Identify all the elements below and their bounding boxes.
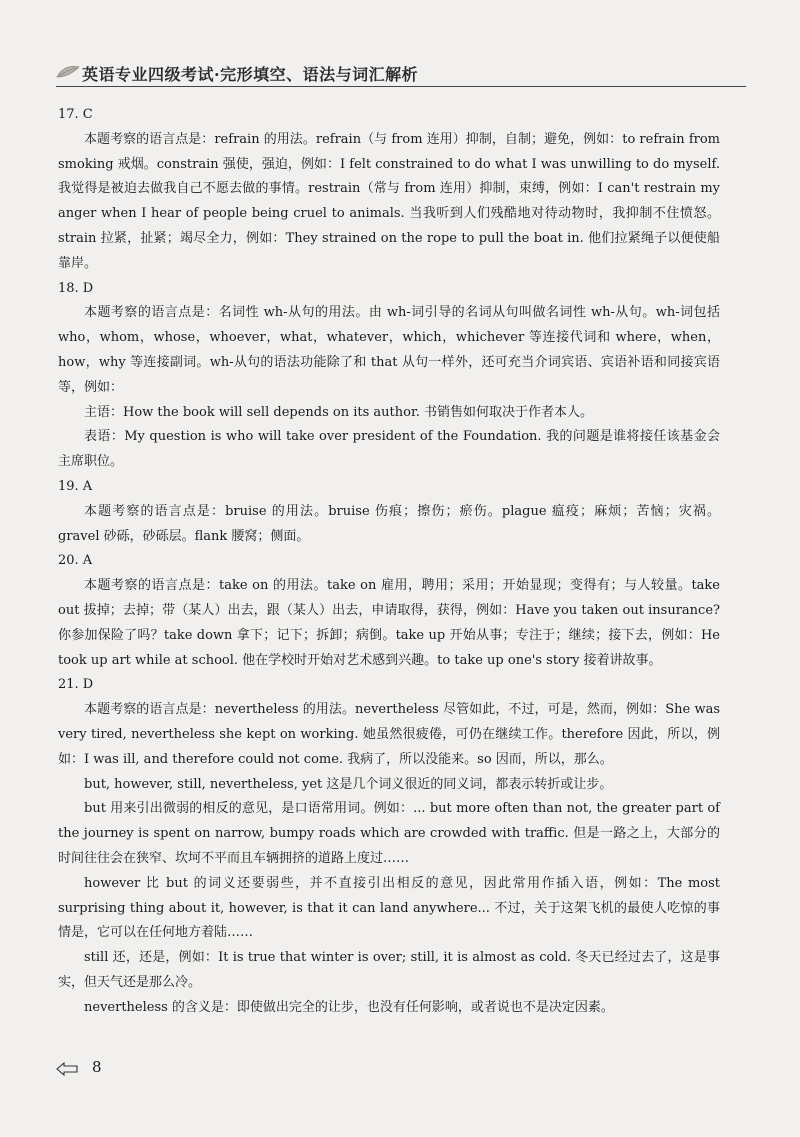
header-rule — [56, 86, 746, 87]
explanation-paragraph: 本题考察的语言点是：nevertheless 的用法。nevertheless 尽管如此，不过，可是，然而，例如：She was very tired, nevertheless she kept on working. 她虽然很疲倦，可仍在继续工作。therefore 因此，所以，例如：I was ill, and therefore could not come. 我病了，所以没能来。so 因而，所以，那么。 — [58, 702, 720, 767]
page-footer — [56, 1058, 256, 1082]
answer-section — [58, 103, 720, 277]
answer-number: 21. D — [58, 677, 94, 693]
explanation-paragraph: 本题考察的语言点是：bruise 的用法。bruise 伤痕；擦伤；瘀伤。plague 瘟疫；麻烦；苦恼；灾祸。gravel 砂砾，砂砾层。flank 腰窝；侧面。 — [58, 503, 720, 544]
explanation-paragraph: still 还，还是，例如：It is true that winter is over; still, it is almost as cold. 冬天已经过去了，这是事实，但天气还是那么冷。 — [58, 950, 720, 990]
header-title: 英语专业四级考试·完形填空、语法与词汇解析 — [82, 65, 419, 84]
explanation-paragraph: 本题考察的语言点是：名词性 wh-从句的用法。由 wh-词引导的名词从句叫做名词性 wh-从句。wh-词包括 who，whom，whose，whoever，what，whatever，which，whichever 等连接代词和 where，when，how，why 等连接副词。wh-从句的语法功能除了和 that 从句一样外，还可充当介词宾语、宾语补语和同接宾语等，例如： — [58, 305, 720, 395]
explanation-paragraph: 本题考察的语言点是：take on 的用法。take on 雇用，聘用；采用；开始显现；变得有；与人较量。take out 拔掉；去掉；带（某人）出去，跟（某人）出去，申请取得，获得，例如：Have you taken out insurance? 你参加保险了吗？take down 拿下；记下；拆卸；病倒。take up 开始从事；专注于；继续；接下去，例如：He took up art while at school. 他在学校时开始对艺术感到兴趣。to take up one's story 接着讲故事。 — [58, 578, 720, 668]
answer-section — [58, 475, 720, 549]
leaf-ornament-icon — [56, 64, 80, 80]
answer-section — [58, 277, 720, 475]
page-number: 8 — [92, 1058, 102, 1076]
answer-section — [58, 549, 720, 673]
explanation-paragraph: but, however, still, nevertheless, yet 这是几个词义很近的同义词，都表示转折或让步。 — [84, 776, 613, 792]
running-header — [56, 58, 746, 88]
explanation-paragraph: however 比 but 的词义还要弱些，并不直接引出相反的意见，因此常用作插入语，例如：The most surprising thing about it, however, is that it can land anywhere... 不过，关于这架飞机的最使人吃惊的事情是，它可以在任何地方着陆…… — [58, 875, 720, 941]
explanation-paragraph: 表语：My question is who will take over president of the Foundation. 我的问题是谁将接任该基金会主席职位。 — [58, 429, 720, 470]
explanation-paragraph: 主语：How the book will sell depends on its author. 书销售如何取决于作者本人。 — [84, 404, 594, 420]
answer-number: 17. C — [58, 107, 93, 122]
answer-explanations — [58, 103, 720, 1020]
left-arrow-icon — [56, 1062, 78, 1076]
answer-number: 18. D — [58, 280, 94, 296]
explanation-paragraph: nevertheless 的含义是：即使做出完全的让步，也没有任何影响，或者说也不是决定因素。 — [84, 999, 614, 1015]
explanation-paragraph: but 用来引出微弱的相反的意见，是口语常用词。例如：... but more often than not, the greater part of the journey is spent on narrow, bumpy roads which are crowded with traffic. 但是一路之上，大部分的时间往往会在狭窄、坎坷不平而且车辆拥挤的道路上度过…… — [58, 801, 720, 866]
explanation-paragraph: 本题考察的语言点是：refrain 的用法。refrain（与 from 连用）抑制，自制；避免，例如：to refrain from smoking 戒烟。constrain 强使，强迫，例如：I felt constrained to do what I was unwilling to do myself. 我觉得是被迫去做我自己不愿去做的事情。restrain（常与 from 连用）抑制，束缚，例如：I can't restrain my anger when I hear of people being cruel to animals. 当我听到人们残酷地对待动物时，我抑制不住愤怒。strain 拉紧，扯紧；竭尽全力，例如：They strained on the rope to pull the boat in. 他们拉紧绳子以便使船靠岸。 — [58, 131, 720, 271]
answer-number: 20. A — [58, 553, 93, 569]
answer-section — [58, 673, 720, 1020]
answer-number: 19. A — [58, 478, 93, 494]
